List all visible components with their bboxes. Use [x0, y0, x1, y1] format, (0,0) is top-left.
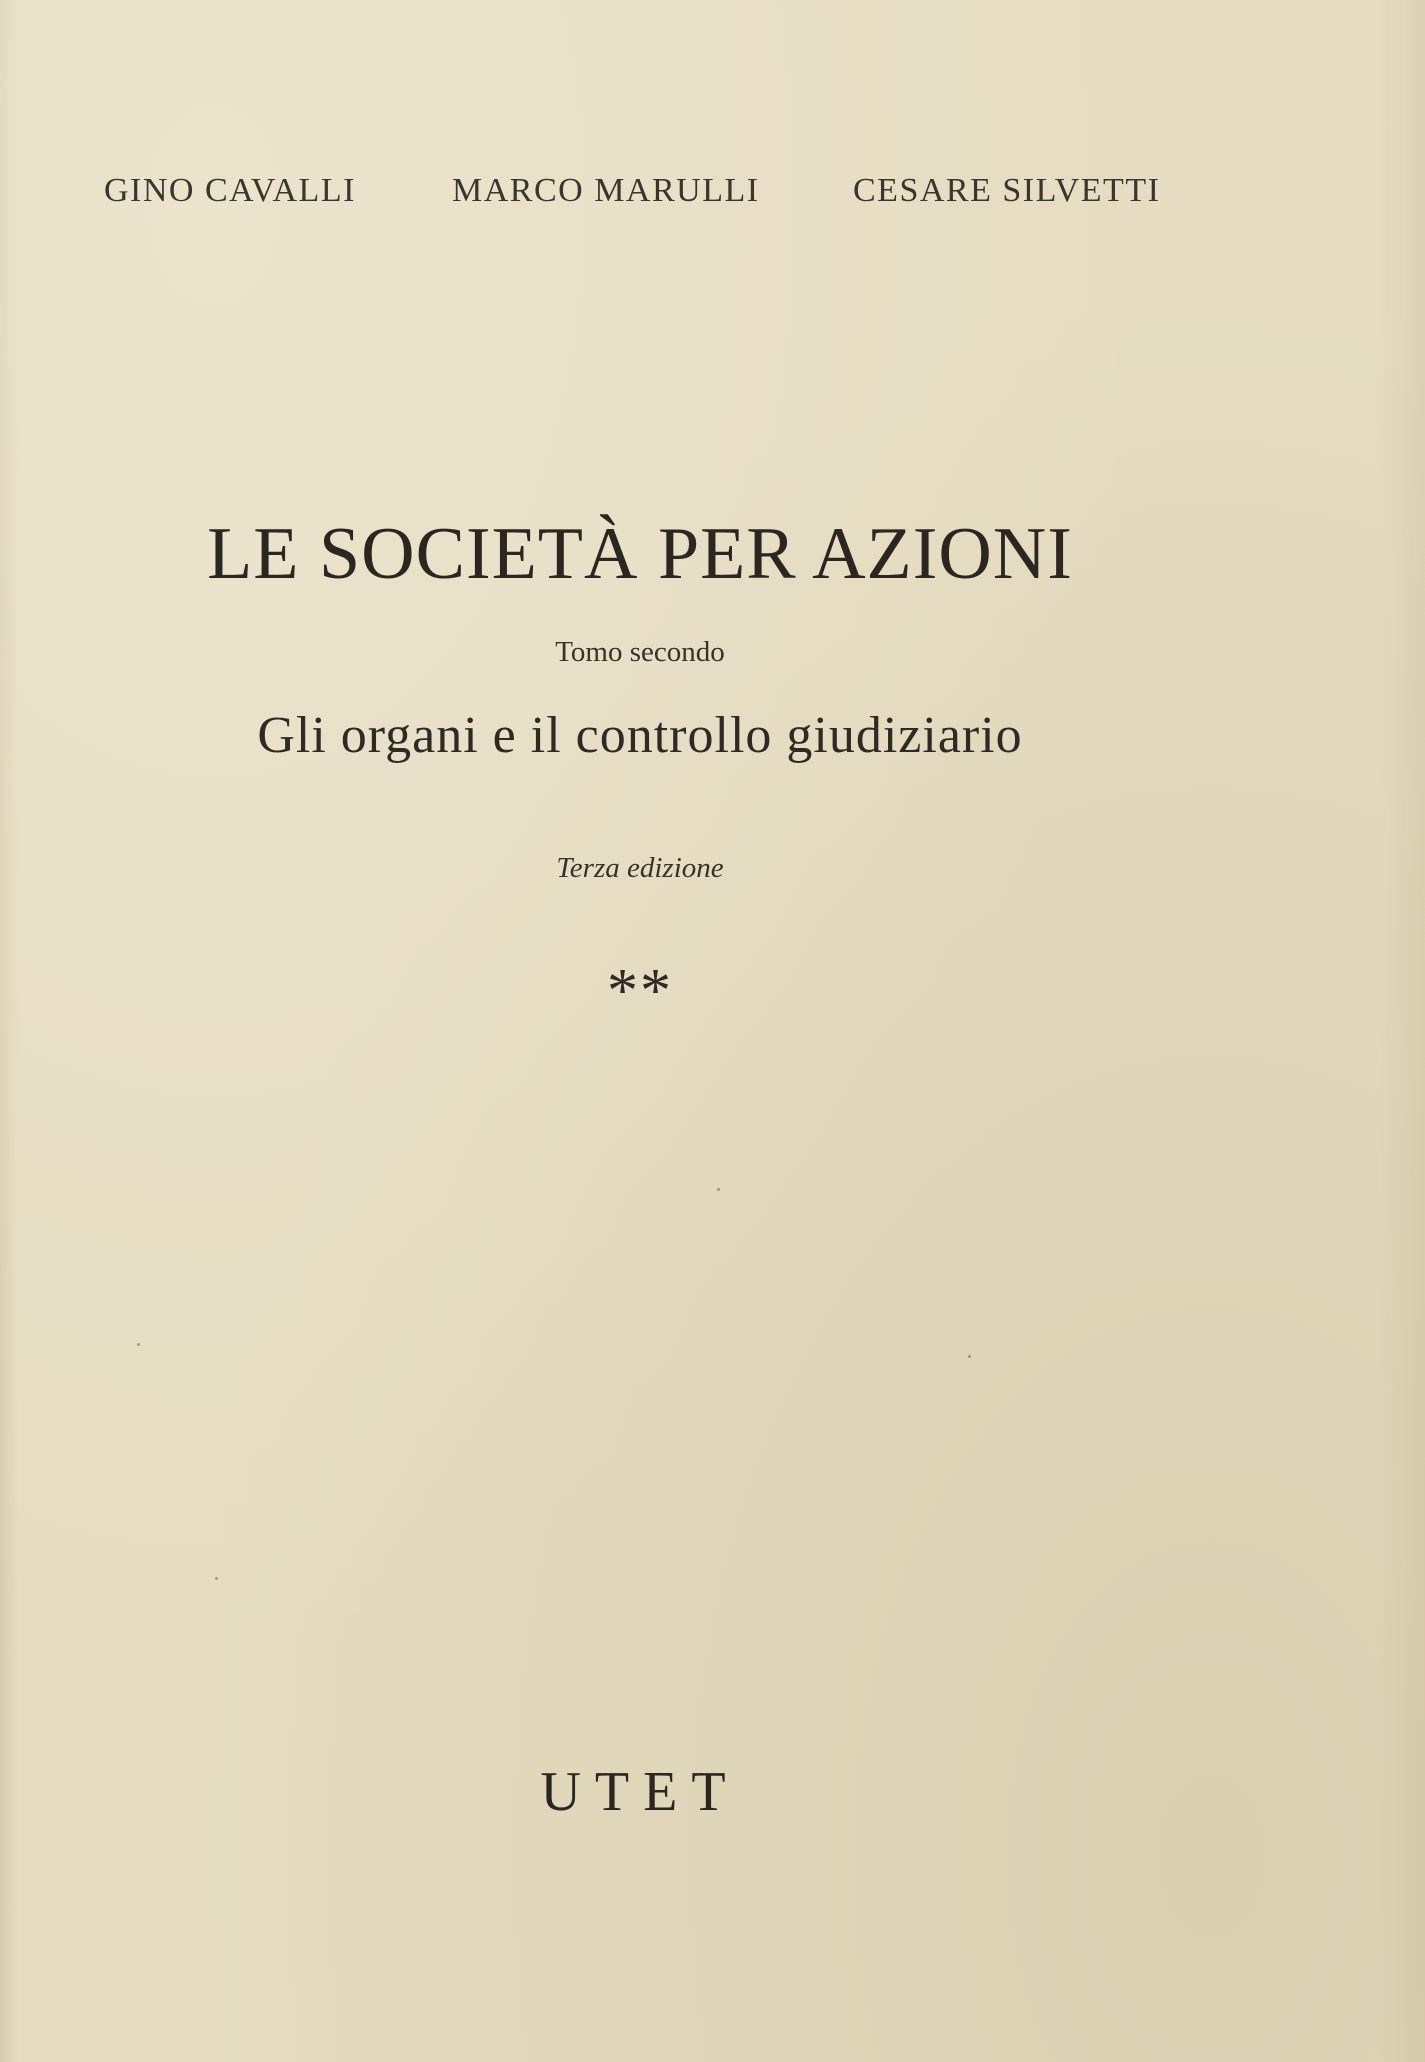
- paper-speck: [968, 1355, 971, 1358]
- paper-speck: [717, 1188, 720, 1191]
- publisher-name: UTET: [540, 1761, 740, 1823]
- author-name: GINO CAVALLI: [104, 172, 356, 209]
- book-subtitle: Gli organi e il controllo giudiziario: [257, 707, 1023, 764]
- author-name: CESARE SILVETTI: [853, 172, 1161, 209]
- author-name: MARCO MARULLI: [452, 172, 760, 209]
- edition-label: Terza edizione: [556, 852, 724, 884]
- volume-label: Tomo secondo: [555, 636, 725, 668]
- book-title: LE SOCIETÀ PER AZIONI: [207, 513, 1073, 595]
- volume-mark: **: [607, 957, 673, 1025]
- paper-speck: [137, 1343, 140, 1346]
- paper-speck: [215, 1577, 218, 1580]
- author-list: [0, 172, 1425, 222]
